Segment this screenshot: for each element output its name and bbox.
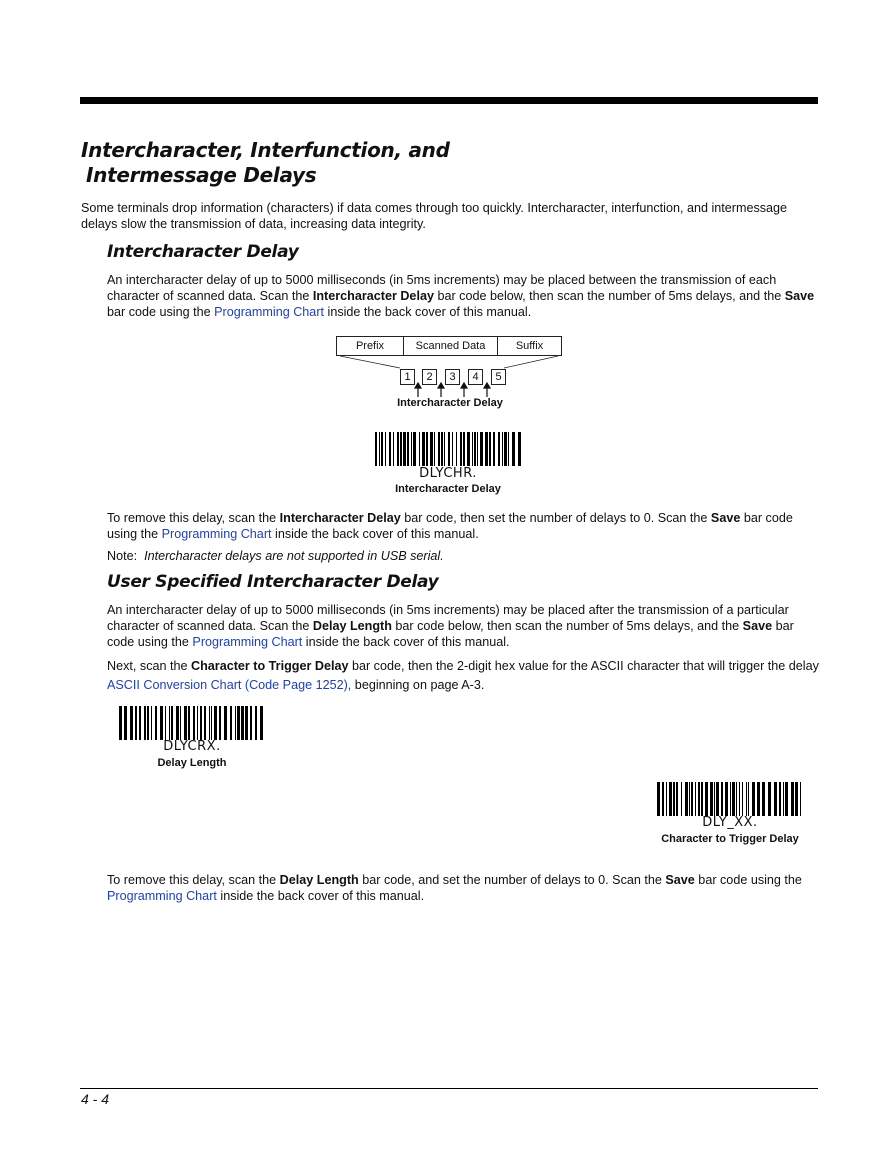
scanned-data-cell: Scanned Data (404, 337, 498, 355)
user-specified-paragraph: An intercharacter delay of up to 5000 milliseconds (in 5ms increments) may be placed after the transmission of a particular character of scanned data. Scan the Delay Length bar code below, then scan the number of 5ms delays, and the Save bar code using the Programming Chart inside the back cover of this manual. (107, 603, 794, 649)
section-title-intercharacter: Intercharacter Delay (107, 242, 299, 262)
barcode-character-trigger[interactable] (656, 782, 804, 816)
programming-chart-link[interactable]: Programming Chart (192, 635, 303, 649)
programming-chart-link[interactable]: Programming Chart (107, 889, 217, 903)
usb-note: Note: Intercharacter delays are not supported in USB serial. (107, 549, 444, 563)
delay-arrows-icon (400, 382, 510, 398)
page-title-line2: Intermessage Delays (86, 163, 317, 187)
prefix-cell: Prefix (337, 337, 404, 355)
delay-number-1: 1 (400, 369, 415, 385)
barcode-character-trigger-label: Character to Trigger Delay (661, 833, 799, 845)
programming-chart-link[interactable]: Programming Chart (214, 305, 325, 319)
delay-number-4: 4 (468, 369, 483, 385)
barcode-delay-length-label: Delay Length (157, 757, 227, 769)
suffix-cell: Suffix (515, 340, 544, 352)
barcode-dlychr-code: DLYCHR. (419, 466, 477, 481)
delay-number-2: 2 (422, 369, 437, 385)
page-title-line1: Intercharacter, Interfunction, and (81, 138, 450, 162)
data-stream-diagram (336, 336, 562, 356)
intercharacter-paragraph: An intercharacter delay of up to 5000 milliseconds (in 5ms increments) may be placed between the transmission of each character of scanned data. Scan the Intercharacter Delay bar code below, then scan the number of 5ms delays, and the Save bar code using the Programming Chart inside the back cover of this manual. (107, 273, 815, 319)
barcode-dlychr[interactable] (374, 432, 522, 466)
trigger-paragraph: Next, scan the Character to Trigger Delay bar code, then the 2-digit hex value for the ASCII character that will trigger the delay ASCII Conversion Chart (Code Page 1252), beginning on page A-3. (107, 659, 819, 692)
ascii-conversion-chart-link[interactable]: ASCII Conversion Chart (Code Page 1252), (107, 678, 352, 692)
section-title-user-specified: User Specified Intercharacter Delay (107, 572, 439, 592)
diagram-caption: Intercharacter Delay (397, 397, 503, 409)
barcode-delay-length[interactable] (118, 706, 266, 740)
page-number: 4 - 4 (81, 1091, 110, 1107)
top-rule (80, 97, 818, 104)
page-title (81, 138, 450, 188)
delay-number-3: 3 (445, 369, 460, 385)
barcode-dlychr-label: Intercharacter Delay (395, 483, 501, 495)
delay-number-5: 5 (491, 369, 506, 385)
intro-paragraph: Some terminals drop information (characters) if data comes through too quickly. Intercharacter, interfunction, and intermessage delays slow the transmission of data, increasing data integrity. (81, 201, 788, 231)
remove-intercharacter-paragraph: To remove this delay, scan the Intercharacter Delay bar code, then set the number of delays to 0. Scan the Save bar code using the Programming Chart inside the back cover of this manual. (107, 511, 793, 541)
barcode-character-trigger-code: DLY_XX. (702, 815, 758, 830)
footer-rule (80, 1088, 818, 1089)
remove-user-delay-paragraph: To remove this delay, scan the Delay Length bar code, and set the number of delays to 0. Scan the Save bar code using the Programming Chart inside the back cover of this manual. (107, 873, 802, 903)
barcode-delay-length-code: DLYCRX. (163, 739, 221, 754)
programming-chart-link[interactable]: Programming Chart (161, 527, 272, 541)
